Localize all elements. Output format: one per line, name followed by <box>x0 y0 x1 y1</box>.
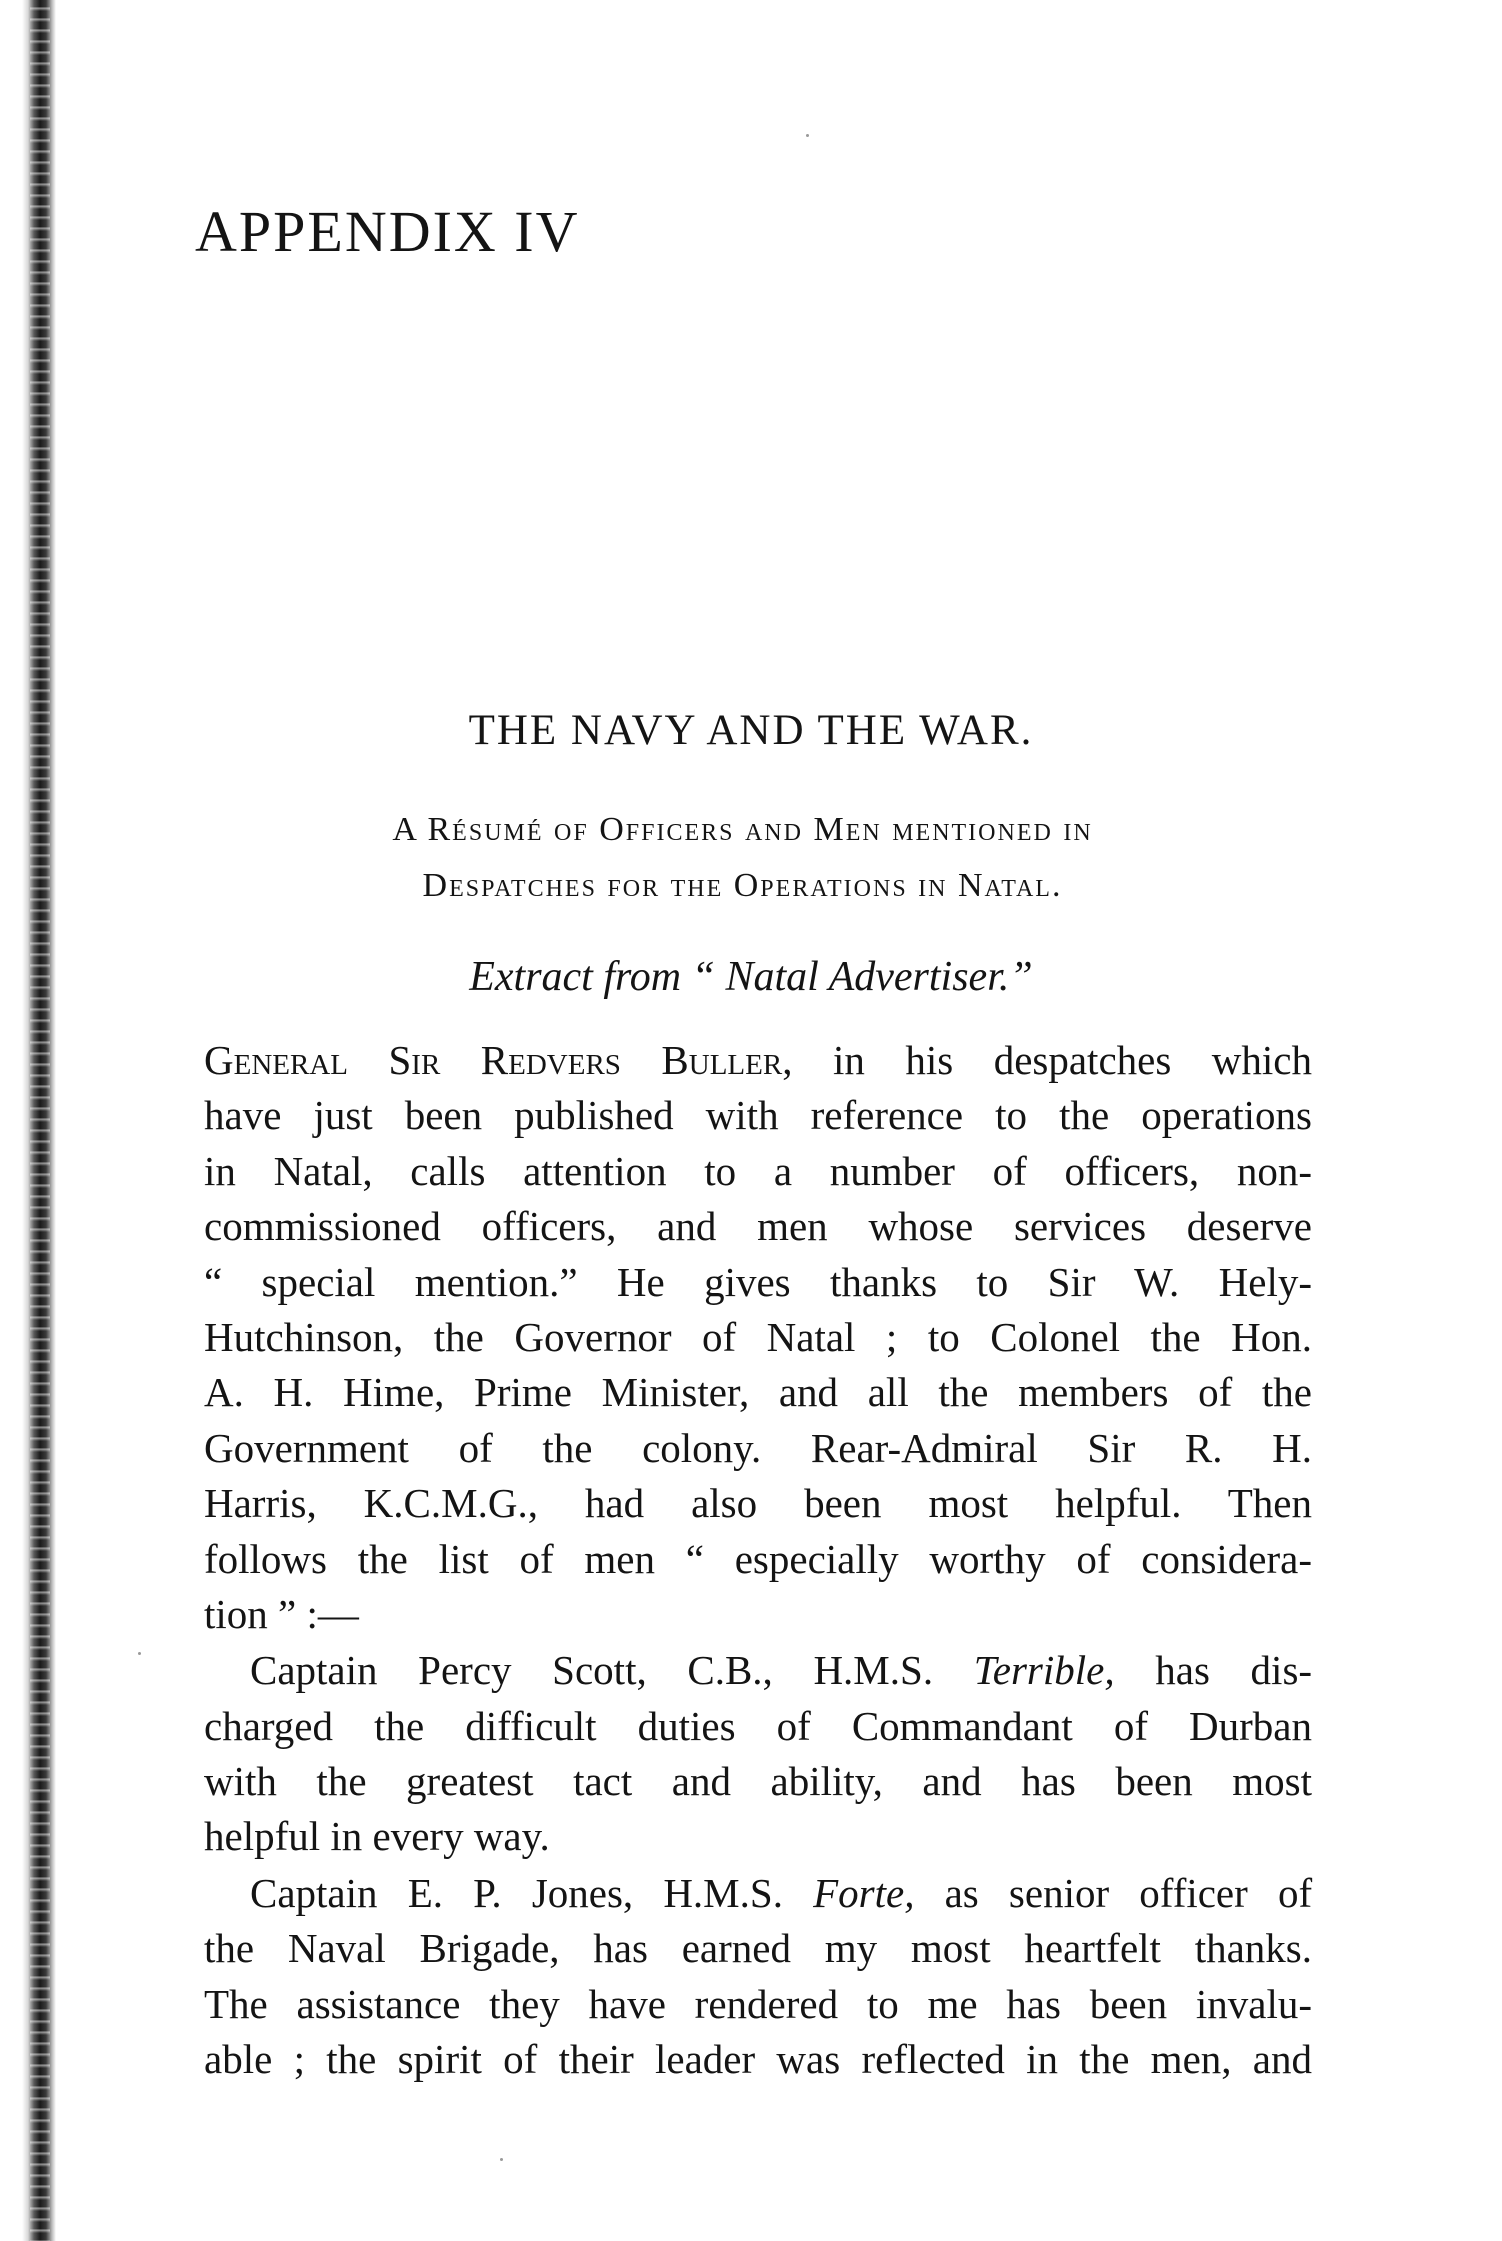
page-speck <box>138 1652 141 1655</box>
text-line: in Natal, calls attention to a number of officers, non- <box>204 1147 1312 1194</box>
body-text <box>204 1033 1312 2087</box>
text-line: A. H. Hime, Prime Minister, and all the members of the <box>204 1369 1312 1416</box>
article-title: THE NAVY AND THE WAR. <box>468 707 1034 754</box>
subtitle-line: Despatches for the Operations in Natal. <box>422 867 1063 904</box>
paragraph <box>204 1643 1312 1865</box>
text-line: General Sir Redvers Buller, in his despatches which <box>204 1037 1312 1083</box>
article-subtitle <box>230 802 1255 914</box>
text-line: able ; the spirit of their leader was reflected in the men, and <box>204 2036 1312 2083</box>
lead-smallcaps: General Sir Redvers Buller, <box>204 1037 793 1083</box>
text-line: charged the difficult duties of Commandant of Durban <box>204 1702 1312 1749</box>
text-line: Captain Percy Scott, C.B., H.M.S. Terrible, has dis- <box>250 1647 1313 1694</box>
book-binding-edge <box>0 0 56 2241</box>
ship-name: Forte, <box>813 1869 915 1916</box>
text-line: tion ” :— <box>204 1590 359 1637</box>
text-line: “ special mention.” He gives thanks to Sir W. Hely- <box>204 1258 1312 1305</box>
text-line: commissioned officers, and men whose services deserve <box>204 1203 1312 1250</box>
subtitle-line: A Résumé of Officers and Men mentioned in <box>392 811 1093 848</box>
page-speck <box>500 2158 503 2161</box>
text-line: follows the list of men “ especially worthy of considera- <box>204 1535 1312 1582</box>
page-speck <box>806 134 809 137</box>
text-line: Harris, K.C.M.G., had also been most helpful. Then <box>204 1480 1312 1527</box>
text-line: Government of the colony. Rear-Admiral Sir R. H. <box>204 1424 1312 1471</box>
paragraph <box>204 1866 1312 2088</box>
text-line: the Naval Brigade, has earned my most heartfelt thanks. <box>204 1925 1312 1972</box>
text-line: helpful in every way. <box>204 1813 550 1860</box>
ship-name: Terrible, <box>973 1647 1115 1694</box>
text-line: with the greatest tact and ability, and has been most <box>204 1758 1312 1805</box>
text-line: The assistance they have rendered to me has been invalu- <box>204 1980 1312 2027</box>
appendix-heading: APPENDIX IV <box>195 199 580 264</box>
extract-source-line: Extract from “ Natal Advertiser.” <box>469 954 1033 1000</box>
text-line: Captain E. P. Jones, H.M.S. Forte, as senior officer of <box>250 1869 1313 1916</box>
paragraph <box>204 1033 1312 1642</box>
text-line: Hutchinson, the Governor of Natal ; to Colonel the Hon. <box>204 1313 1312 1360</box>
text-line: have just been published with reference to the operations <box>204 1092 1312 1139</box>
